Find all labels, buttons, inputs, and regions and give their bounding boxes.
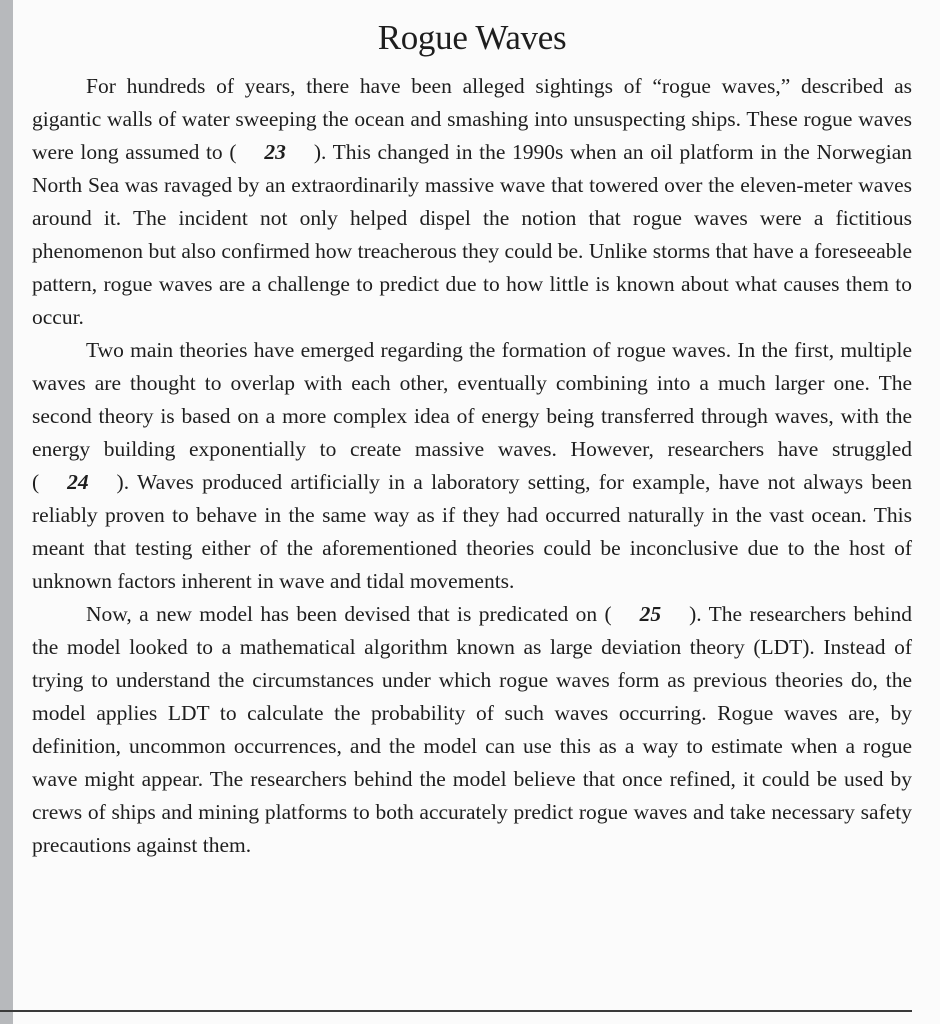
passage — [32, 70, 912, 862]
scan-edge-strip — [0, 0, 13, 1024]
paragraph-text: ). Waves produced artificially in a laboratory setting, for example, have not always been reliably proven to behave in the same way as if they had occurred naturally in the vast ocean. This meant that testing either of the aforementioned theories could be inconclusive due to the host of unknown factors inherent in wave and tidal movements. — [32, 470, 912, 593]
paragraph-text: For hundreds of years, there have been alleged sightings of “rogue waves,” described as gigantic walls of water sweeping the ocean and smashing into unsuspecting ships. These rogue waves were long assumed to ( — [32, 74, 912, 164]
paragraph-text: ). The researchers behind the model looked to a mathematical algorithm known as large deviation theory (LDT). Instead of trying to understand the circumstances under which rogue waves form as previous theories do, the model applies LDT to calculate the probability of such waves occurring. Rogue waves are, by definition, uncommon occurrences, and the model can use this as a way to estimate when a rogue wave might appear. The researchers behind the model believe that once refined, it could be used by crews of ships and mining platforms to both accurately predict rogue waves and take necessary safety precautions against them. — [32, 602, 913, 857]
blank-23: 23 — [264, 140, 286, 164]
paragraph-3 — [32, 598, 912, 862]
paragraph-text: Now, a new model has been devised that is predicated on ( — [86, 602, 612, 626]
page-title: Rogue Waves — [377, 18, 567, 57]
paragraph-1 — [32, 70, 912, 334]
blank-24: 24 — [67, 470, 89, 494]
paragraph-2 — [32, 334, 912, 598]
bottom-rule — [0, 1010, 912, 1012]
paragraph-text: Two main theories have emerged regarding the formation of rogue waves. In the first, multiple waves are thought to overlap with each other, eventually combining into a much larger one. The second theory is based on a more complex idea of energy being transferred through waves, with the energy building exponentially to create massive waves. However, researchers have struggled ( — [32, 338, 912, 494]
blank-25: 25 — [639, 602, 662, 626]
paragraph-text: ). This changed in the 1990s when an oil platform in the Norwegian North Sea was ravaged by an extraordinarily massive wave that towered over the eleven-meter waves around it. The incident not only helped dispel the notion that rogue waves were a fictitious phenomenon but also confirmed how treacherous they could be. Unlike storms that have a foreseeable pattern, rogue waves are a challenge to predict due to how little is known about what causes them to occur. — [32, 140, 912, 329]
